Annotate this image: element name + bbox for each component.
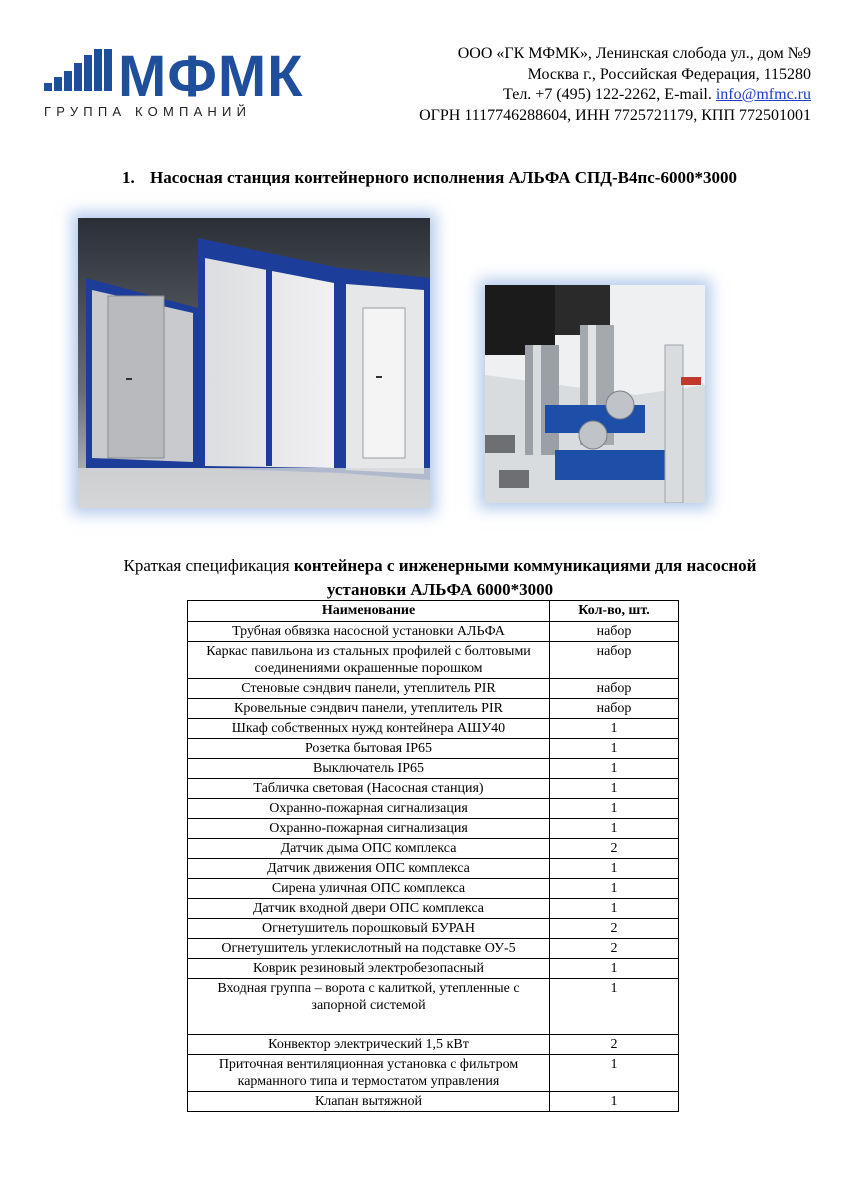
item-name: Датчик входной двери ОПС комплекса [188,899,550,919]
item-qty: 1 [550,959,679,979]
item-name: Датчик движения ОПС комплекса [188,859,550,879]
table-row [188,899,679,919]
item-qty: 2 [550,1035,679,1055]
section-title: Насосная станция контейнерного исполнения АЛЬФА СПД-В4пс-6000*3000 [150,168,737,187]
section-heading [122,168,737,188]
item-qty: 1 [550,859,679,879]
company-address: ООО «ГК МФМК», Ленинская слобода ул., дом №9 [457,45,811,62]
item-name: Входная группа – ворота с калиткой, утепленные с запорной системой [188,979,550,1035]
item-qty: 1 [550,899,679,919]
company-contacts [419,85,811,106]
item-name: Розетка бытовая IP65 [188,739,550,759]
table-row [188,919,679,939]
item-name: Приточная вентиляционная установка с фильтром карманного типа и термостатом управления [188,1055,550,1092]
item-qty: 2 [550,839,679,859]
item-qty: 1 [550,1092,679,1112]
item-name: Охранно-пожарная сигнализация [188,819,550,839]
email-link[interactable]: info@mfmc.ru [715,86,811,103]
item-name: Конвектор электрический 1,5 кВт [188,1035,550,1055]
logo-bars-icon [44,47,112,99]
container-photo [78,218,430,508]
table-row [188,979,679,1035]
item-name: Огнетушитель порошковый БУРАН [188,919,550,939]
item-qty: набор [550,699,679,719]
item-qty: 1 [550,719,679,739]
table-row [188,779,679,799]
table-row [188,879,679,899]
table-row [188,1055,679,1092]
table-row [188,642,679,679]
item-name: Трубная обвязка насосной установки АЛЬФА [188,622,550,642]
item-name: Кровельные сэндвич панели, утеплитель PIR [188,699,550,719]
item-qty: 2 [550,939,679,959]
table-row [188,939,679,959]
item-qty: 1 [550,819,679,839]
item-name: Каркас павильона из стальных профилей с болтовыми соединениями окрашенные порошком [188,642,550,679]
table-row [188,679,679,699]
spec-title-bold: контейнера с инженерными коммуникациями для насосной установки АЛЬФА 6000*3000 [293,556,757,599]
item-name: Датчик дыма ОПС комплекса [188,839,550,859]
item-qty: 1 [550,979,679,1035]
table-row [188,1035,679,1055]
header-name: Наименование [188,601,550,622]
item-qty: 1 [550,879,679,899]
table-row [188,1092,679,1112]
logo-subtitle: ГРУППА КОМПАНИЙ [44,104,252,119]
table-row [188,622,679,642]
table-row [188,799,679,819]
spec-title-plain: Краткая спецификация [123,556,294,575]
table-row [188,699,679,719]
table-row [188,759,679,779]
item-qty: 1 [550,739,679,759]
spec-table [187,600,679,1112]
spec-title [90,554,790,602]
company-details [419,44,811,126]
item-qty: 1 [550,1055,679,1092]
pump-photo [485,285,705,503]
item-name: Коврик резиновый электробезопасный [188,959,550,979]
section-number: 1. [122,168,135,187]
company-logo [44,44,344,123]
item-name: Огнетушитель углекислотный на подставке ОУ-5 [188,939,550,959]
item-qty: 2 [550,919,679,939]
item-name: Охранно-пожарная сигнализация [188,799,550,819]
item-qty: 1 [550,759,679,779]
header-qty: Кол-во, шт. [550,601,679,622]
table-row [188,719,679,739]
item-name: Табличка световая (Насосная станция) [188,779,550,799]
item-qty: 1 [550,799,679,819]
company-city: Москва г., Российская Федерация, 115280 [527,65,811,83]
item-qty: набор [550,642,679,679]
table-row [188,819,679,839]
item-qty: набор [550,622,679,642]
table-row [188,859,679,879]
item-name: Клапан вытяжной [188,1092,550,1112]
logo-wordmark: МФМК [118,44,304,109]
item-qty: набор [550,679,679,699]
company-phone: Тел. +7 (495) 122-2262, E-mail. [503,86,716,103]
item-qty: 1 [550,779,679,799]
item-name: Выключатель IP65 [188,759,550,779]
table-row [188,739,679,759]
item-name: Стеновые сэндвич панели, утеплитель PIR [188,679,550,699]
company-registration: ОГРН 1117746288604, ИНН 7725721179, КПП 772501001 [419,106,811,124]
table-row [188,959,679,979]
table-row [188,839,679,859]
item-name: Сирена уличная ОПС комплекса [188,879,550,899]
item-name: Шкаф собственных нужд контейнера АШУ40 [188,719,550,739]
table-header-row [188,601,679,622]
